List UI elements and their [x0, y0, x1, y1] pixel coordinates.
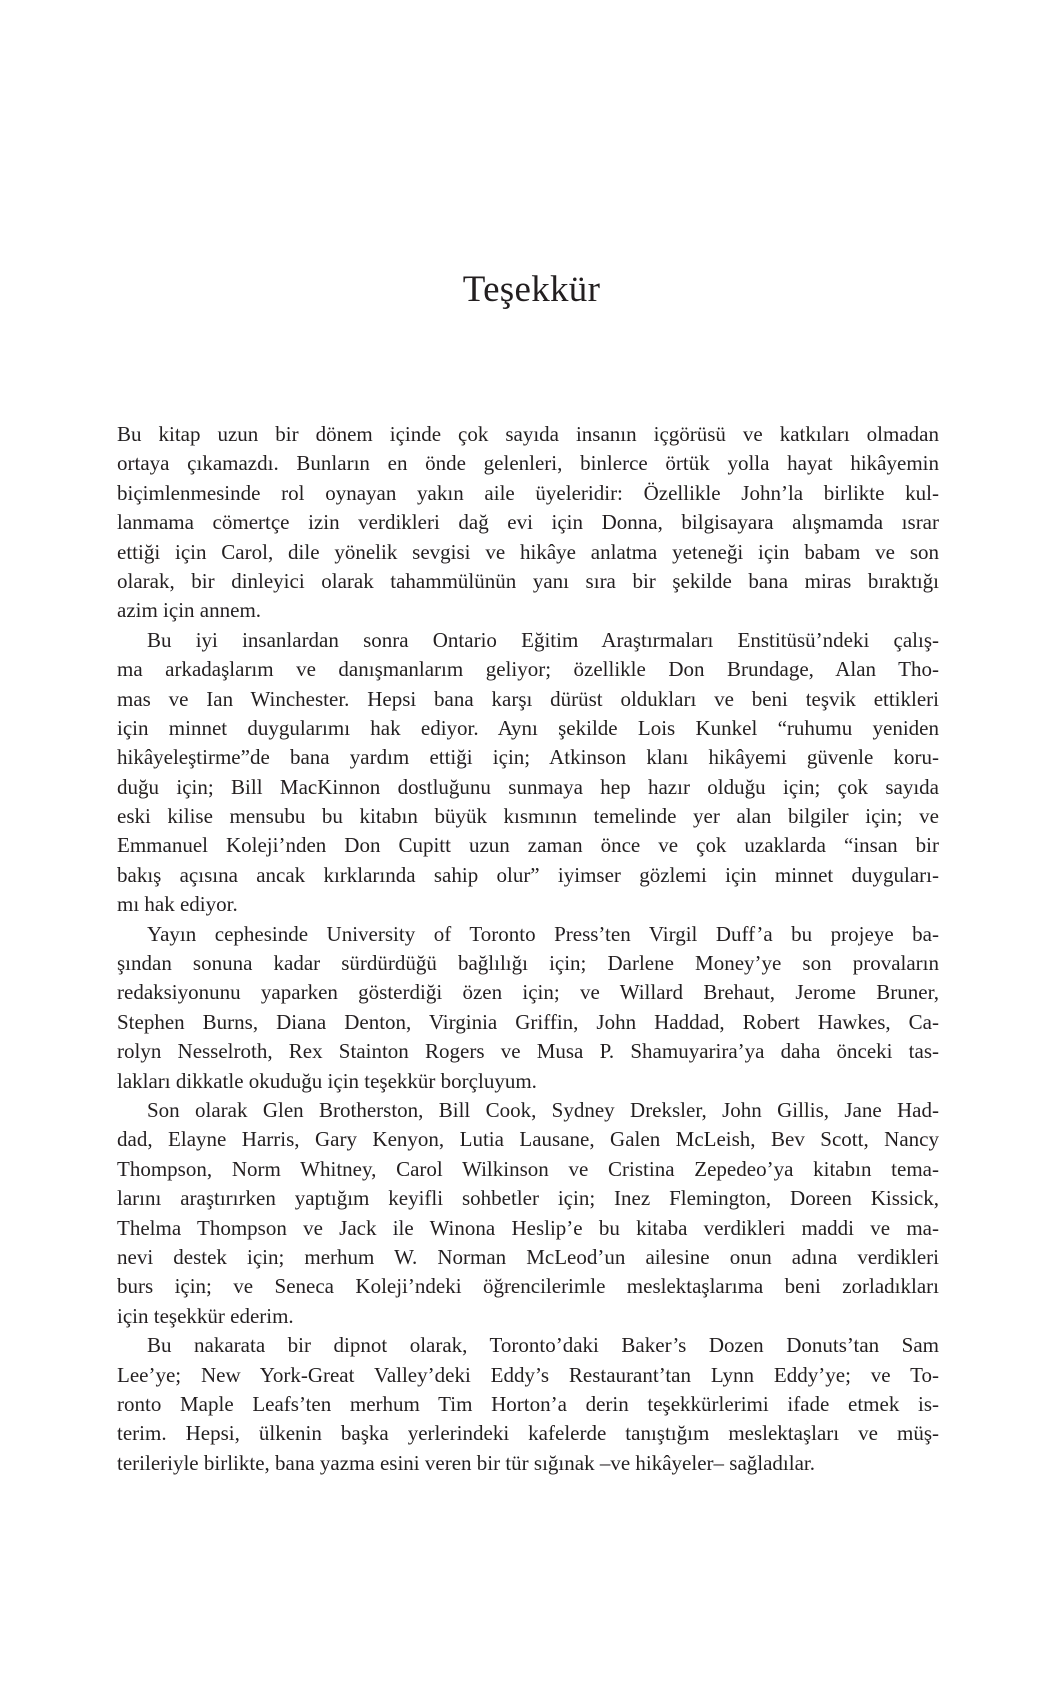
text-line: duğu için; Bill MacKinnon dostluğunu sunmaya hep hazır olduğu için; çok sayıda [117, 774, 939, 799]
text-line: Yayın cephesinde University of Toronto Press’ten Virgil Duff’a bu projeye ba- [147, 921, 939, 946]
text-line: mas ve Ian Winchester. Hepsi bana karşı dürüst oldukları ve beni teşvik ettikleri [117, 686, 939, 711]
text-line: ronto Maple Leafs’ten merhum Tim Horton’a derin teşekkürlerimi ifade etmek is- [117, 1391, 939, 1416]
text-line: Thompson, Norm Whitney, Carol Wilkinson ve Cristina Zepedeo’ya kitabın tema- [117, 1156, 939, 1181]
text-line: Stephen Burns, Diana Denton, Virginia Griffin, John Haddad, Robert Hawkes, Ca- [117, 1009, 939, 1034]
text-line: için minnet duygularımı hak ediyor. Aynı şekilde Lois Kunkel “ruhumu yeniden [117, 715, 939, 740]
text-line: dad, Elayne Harris, Gary Kenyon, Lutia Lausane, Galen McLeish, Bev Scott, Nancy [117, 1127, 939, 1152]
page-title: Teşekkür [462, 269, 601, 310]
text-line: terileriyle birlikte, bana yazma esini veren bir tür sığınak –ve hikâyeler– sağladılar. [117, 1450, 815, 1475]
text-line: Bu kitap uzun bir dönem içinde çok sayıda insanın içgörüsü ve katkıları olmadan [117, 422, 939, 446]
text-line: için teşekkür ederim. [117, 1303, 294, 1328]
text-line: ortaya çıkamazdı. Bunların en önde gelenleri, binlerce örtük yolla hayat hikâyemin [117, 451, 939, 476]
text-line: hikâyeleştirme”de bana yardım ettiği için; Atkinson klanı hikâyemi güvenle koru- [117, 745, 939, 770]
text-line: Emmanuel Koleji’nden Don Cupitt uzun zaman önce ve çok uzaklarda “insan bir [117, 833, 939, 858]
text-line: rolyn Nesselroth, Rex Stainton Rogers ve Musa P. Shamuyarira’ya daha önceki tas- [117, 1039, 939, 1064]
text-line: terim. Hepsi, ülkenin başka yerlerindeki kafelerde tanıştığım meslektaşları ve müş- [117, 1421, 939, 1446]
text-line: lakları dikkatle okuduğu için teşekkür borçluyum. [117, 1068, 537, 1093]
text-line: burs için; ve Seneca Koleji’ndeki öğrencilerimle meslektaşlarıma beni zorladıkları [117, 1274, 939, 1299]
paragraph [117, 1096, 939, 1331]
text-line: nevi destek için; merhum W. Norman McLeod’un ailesine onun adına verdikleri [117, 1244, 939, 1269]
text-line: lanmama cömertçe izin verdikleri dağ evi için Donna, bilgisayara alışmamda ısrar [117, 510, 939, 535]
text-line: Thelma Thompson ve Jack ile Winona Heslip’e bu kitaba verdikleri maddi ve ma- [117, 1215, 939, 1240]
text-line: Son olarak Glen Brotherston, Bill Cook, Sydney Dreksler, John Gillis, Jane Had- [147, 1097, 939, 1122]
text-line: ettiği için Carol, dile yönelik sevgisi ve hikâye anlatma yeteneği için babam ve son [117, 539, 939, 564]
paragraph [117, 420, 939, 626]
text-line: ma arkadaşlarım ve danışmanlarım geliyor; özellikle Don Brundage, Alan Tho- [117, 657, 939, 682]
text-line: mı hak ediyor. [117, 892, 238, 917]
text-line: Bu iyi insanlardan sonra Ontario Eğitim Araştırmaları Enstitüsü’ndeki çalış- [147, 627, 939, 652]
text-line: bakış açısına ancak kırklarında sahip olur” iyimser gözlemi için minnet duyguları- [117, 862, 939, 887]
text-line: larını araştırırken yaptığım keyifli sohbetler için; Inez Flemington, Doreen Kissick, [117, 1186, 939, 1211]
paragraph [117, 626, 939, 920]
text-line: redaksiyonunu yaparken gösterdiği özen için; ve Willard Brehaut, Jerome Bruner, [117, 980, 939, 1005]
text-line: biçimlenmesinde rol oynayan yakın aile üyeleridir: Özellikle John’la birlikte kul- [117, 480, 939, 505]
text-line: azim için annem. [117, 598, 262, 623]
text-line: olarak, bir dinleyici olarak tahammülünün yanı sıra bir şekilde bana miras bıraktığı [117, 568, 939, 593]
paragraph [117, 1331, 939, 1478]
text-line: eski kilise mensubu bu kitabın büyük kısmının temelinde yer alan bilgiler için; ve [117, 804, 939, 829]
paragraph [117, 920, 939, 1096]
text-line: Bu nakarata bir dipnot olarak, Toronto’daki Baker’s Dozen Donuts’tan Sam [147, 1333, 939, 1358]
text-line: Lee’ye; New York-Great Valley’deki Eddy’s Restaurant’tan Lynn Eddy’ye; ve To- [117, 1362, 939, 1387]
acknowledgements-body [117, 420, 939, 1478]
text-line: şından sonuna kadar sürdürdüğü bağlılığı için; Darlene Money’ye son provaların [117, 951, 939, 976]
